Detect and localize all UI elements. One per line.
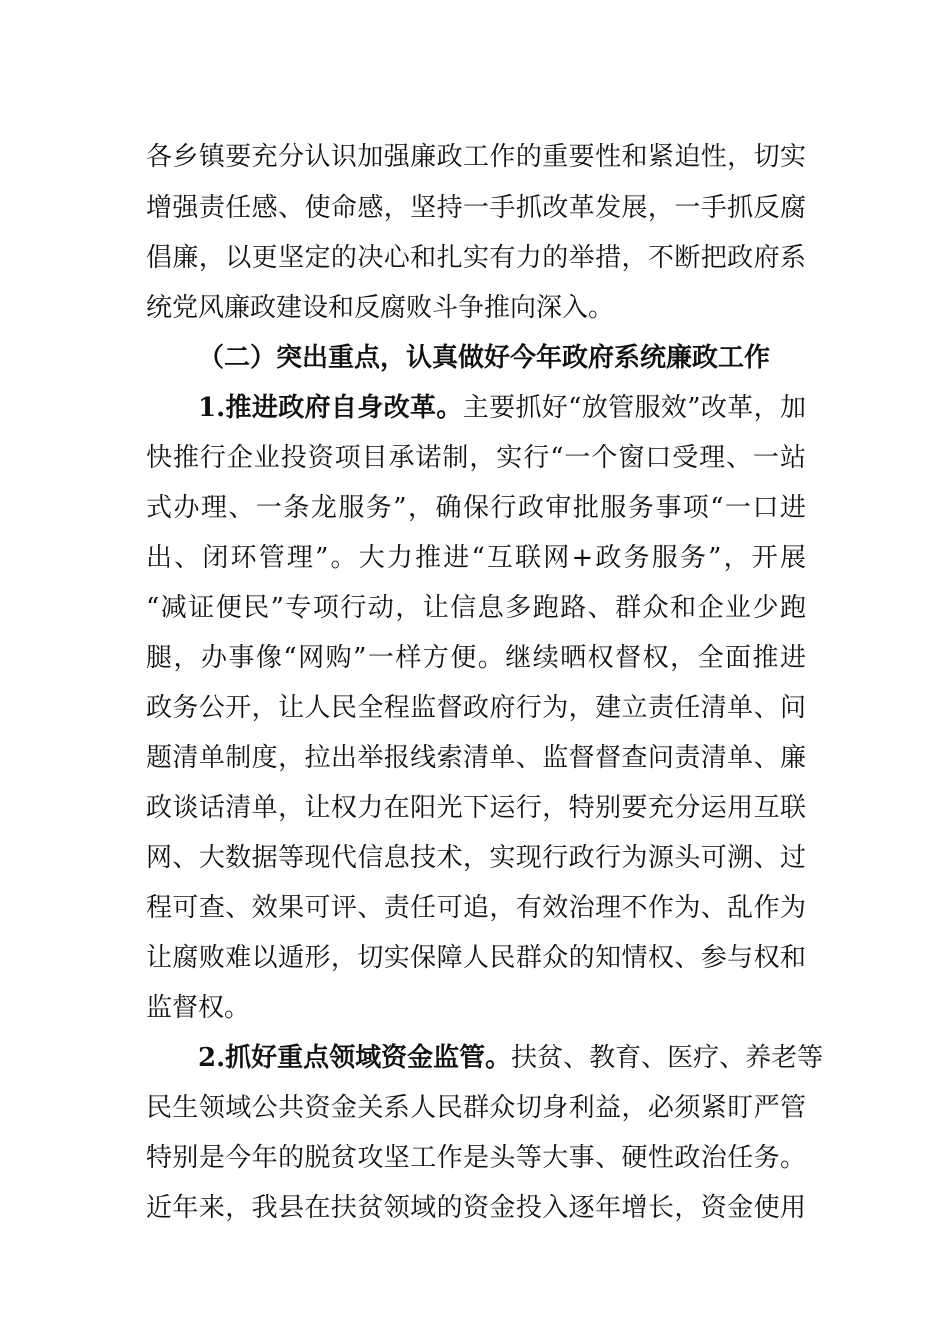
paragraph-3-line-4: 近年来，我县在扶贫领域的资金投入逐年增长，资金使用 xyxy=(146,1193,806,1223)
paragraph-2-lead: 1.推进政府自身改革。 xyxy=(198,393,463,423)
paragraph-1-line-1: 各乡镇要充分认识加强廉政工作的重要性和紧迫性，切实 xyxy=(146,142,806,172)
paragraph-2-line-5: “减证便民”专项行动，让信息多跑路、群众和企业少跑 xyxy=(146,593,806,623)
paragraph-3-first-rest: 扶贫、教育、医疗、养老等 xyxy=(511,1043,824,1073)
paragraph-2-line-8: 题清单制度，拉出举报线索清单、监督督查问责清单、廉 xyxy=(146,743,806,773)
paragraph-3-line-1 xyxy=(198,1042,824,1074)
paragraph-2-line-1 xyxy=(198,392,806,424)
paragraph-2-line-2: 快推行企业投资项目承诺制，实行“一个窗口受理、一站 xyxy=(146,443,806,473)
paragraph-3-lead: 2.抓好重点领域资金监管。 xyxy=(198,1043,512,1073)
paragraph-2-line-13: 监督权。 xyxy=(146,993,251,1023)
paragraph-2-line-7: 政务公开，让人民全程监督政府行为，建立责任清单、问 xyxy=(146,693,806,723)
paragraph-2-line-12: 让腐败难以遁形，切实保障人民群众的知情权、参与权和 xyxy=(146,943,806,973)
paragraph-2-line-4: 出、闭环管理”。大力推进“互联网+政务服务”，开展 xyxy=(146,543,806,573)
section-heading: （二）突出重点，认真做好今年政府系统廉政工作 xyxy=(198,343,771,373)
paragraph-2-line-6: 腿，办事像“网购”一样方便。继续晒权督权，全面推进 xyxy=(146,643,806,673)
paragraph-3-line-2: 民生领域公共资金关系人民群众切身利益，必须紧盯严管 xyxy=(146,1093,806,1123)
paragraph-1-line-4: 统党风廉政建设和反腐败斗争推向深入。 xyxy=(146,293,615,323)
paragraph-1-line-3: 倡廉，以更坚定的决心和扎实有力的举措，不断把政府系 xyxy=(146,243,806,273)
paragraph-3-line-3: 特别是今年的脱贫攻坚工作是头等大事、硬性政治任务。 xyxy=(146,1143,806,1173)
paragraph-1-line-2: 增强责任感、使命感，坚持一手抓改革发展，一手抓反腐 xyxy=(146,193,806,223)
paragraph-2-line-11: 程可查、效果可评、责任可追，有效治理不作为、乱作为 xyxy=(146,893,806,923)
paragraph-2-line-10: 网、大数据等现代信息技术，实现行政行为源头可溯、过 xyxy=(146,843,806,873)
paragraph-2-first-rest: 主要抓好“放管服效”改革，加 xyxy=(462,393,806,423)
paragraph-2-line-9: 政谈话清单，让权力在阳光下运行，特别要充分运用互联 xyxy=(146,793,806,823)
paragraph-2-line-3: 式办理、一条龙服务”，确保行政审批服务事项“一口进 xyxy=(146,493,806,523)
